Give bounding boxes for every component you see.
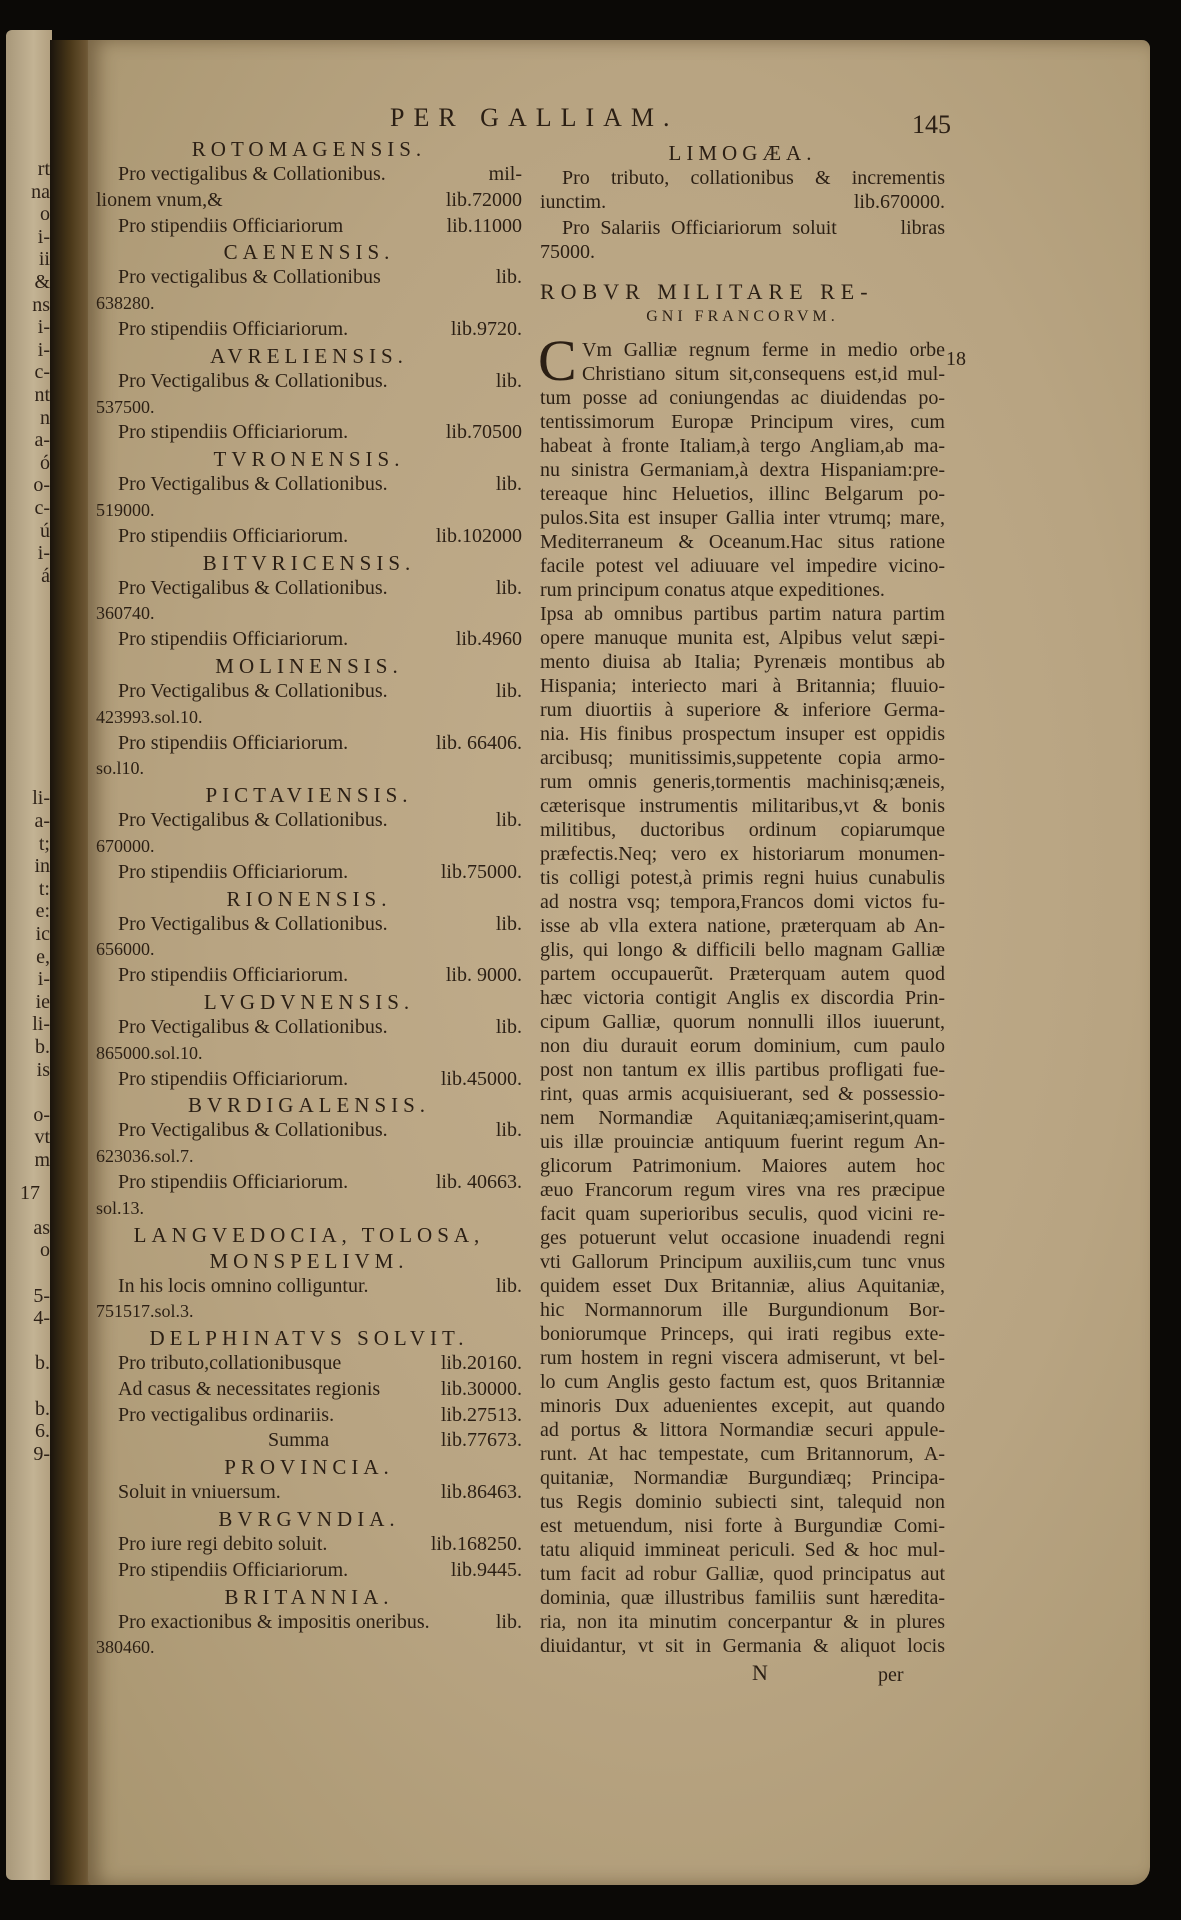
revenue-line [96, 601, 522, 627]
previous-page-text-fragment: o- [33, 474, 50, 497]
previous-page-text-fragment: i- [37, 542, 50, 565]
previous-page-text-fragment: o [40, 203, 50, 226]
line-text: 519000. [96, 499, 155, 520]
amount: lib. [495, 912, 522, 935]
revenue-line [96, 1558, 522, 1584]
previous-page-text-fragment: o [40, 1239, 50, 1262]
section-title: DELPHINATVS SOLVIT. [149, 1326, 469, 1351]
body-line: Hispania; interiecto mari à Britannia; fluuio- [540, 674, 945, 697]
revenue-line [96, 834, 522, 860]
body-line: facit quam superioribus seculis, quod vicini re- [540, 1202, 945, 1225]
previous-page-text-fragment: i- [37, 338, 50, 361]
amount: lib.4960 [455, 628, 522, 651]
line-text: iunctim. [540, 191, 607, 213]
body-line: Christiano situm sit,consequens est,id mul- [582, 362, 945, 385]
running-head: PER GALLIAM. [390, 103, 679, 132]
section-title: LVGDVNENSIS. [203, 989, 415, 1014]
revenue-line [96, 420, 522, 446]
section-title: CAENENSIS. [223, 240, 395, 265]
amount: lib. [495, 576, 522, 599]
body-line: æuo Francorum regum vires vna res præcipue [540, 1178, 945, 1201]
body-line: nia. His finibus prospectum insuper est oppidis [540, 722, 945, 745]
line-text: Pro Vectigalibus & Collationibus. [118, 369, 388, 392]
previous-page-text-fragment: c- [34, 361, 50, 384]
previous-page-text-fragment: á [41, 564, 50, 587]
body-line: Mediterraneum & Oceanum.Hac situs ratione [540, 530, 945, 553]
line-text: 670000. [96, 835, 155, 856]
amount: lib. [495, 1015, 522, 1038]
body-line: præfectis.Neq; vero ex historiarum monumen- [540, 842, 945, 865]
line-text: Pro vectigalibus & Collationibus. [118, 163, 386, 185]
amount: lib. 9000. [445, 964, 522, 987]
line-text: Pro Vectigalibus & Collationibus. [118, 1015, 388, 1038]
revenue-line [96, 937, 522, 963]
amount: lib.77673. [440, 1429, 522, 1452]
body-line: nu sinistra Germaniam,à dextra Hispaniam:pre- [540, 458, 945, 481]
amount: lib.102000 [435, 524, 522, 547]
body-line: tatu aliquid immineat periculi. Sed & hoc mul- [540, 1538, 945, 1561]
section-title: ROTOMAGENSIS. [191, 137, 427, 161]
amount: lib.30000. [440, 1377, 522, 1400]
revenue-line [96, 1351, 522, 1377]
amount: lib.27513. [440, 1403, 522, 1426]
line-text: In his locis omnino colliguntur. [118, 1274, 369, 1297]
section-title: BVRDIGALENSIS. [187, 1093, 431, 1118]
revenue-line [96, 188, 522, 214]
body-line: dominia, quæ illustribus familiis sunt hæredita- [540, 1586, 945, 1609]
previous-page-text-fragment: ó [40, 451, 50, 474]
revenue-line [96, 860, 522, 886]
section-title: PICTAVIENSIS. [205, 783, 413, 808]
previous-page-text-fragment: 5- [33, 1284, 50, 1307]
previous-page-text-fragment: li- [32, 787, 50, 810]
amount: lib.86463. [440, 1481, 522, 1504]
line-text: Pro Vectigalibus & Collationibus. [118, 809, 388, 832]
body-text [538, 327, 945, 1658]
revenue-line [96, 1532, 522, 1558]
revenue-line [96, 1610, 522, 1636]
section-title: BRITANNIA. [224, 1584, 394, 1609]
previous-page-text-fragment: b. [35, 1036, 50, 1058]
line-text: Pro stipendiis Officiariorum. [118, 421, 349, 444]
body-line: Vm Galliæ regnum ferme in medio orbe [582, 338, 945, 361]
amount: lib.45000. [440, 1067, 522, 1090]
previous-page-text-fragment: a- [34, 429, 50, 452]
line-text: Soluit in vniuersum. [118, 1481, 281, 1504]
previous-page-text-fragment: as [33, 1216, 50, 1239]
body-line: est metuendum, nisi forte à Burgundiæ Comi- [540, 1514, 945, 1537]
previous-page-edge [6, 30, 52, 1880]
body-line: glicorum Patrimonium. Maiores autem hoc [540, 1154, 945, 1177]
amount: lib. [495, 266, 522, 289]
amount: mil- [488, 163, 522, 185]
previous-page-text-fragment: na [31, 180, 50, 203]
revenue-line [96, 1170, 522, 1196]
line-text: lionem vnum,& [96, 188, 223, 211]
revenue-line [96, 265, 522, 291]
section-title-limogaea: LIMOGÆA. [668, 141, 817, 165]
amount: lib.70500 [445, 421, 522, 444]
body-line: mento diuisa ab Italia; Pyrenæis montibus ab [540, 650, 945, 673]
line-text: Pro tributo,collationibusque [118, 1352, 342, 1375]
line-text: 623036.sol.7. [96, 1146, 194, 1167]
amount: lib. [495, 809, 522, 832]
line-text: Pro stipendiis Officiariorum. [118, 1558, 349, 1581]
line-text: Pro Vectigalibus & Collationibus. [118, 912, 388, 935]
text-line: Pro tributo, collationibus & incrementis [562, 167, 945, 189]
previous-page-text-fragment: b. [35, 1352, 50, 1375]
amount: lib.670000. [853, 191, 945, 213]
body-line: rum diuortiis à superiore & inferiore Germa- [540, 698, 945, 721]
previous-page-text-fragment: t: [38, 877, 50, 900]
body-line: partem occupauerũt. Præterquam autem quod [540, 962, 945, 985]
line-text: Pro stipendiis Officiariorum. [118, 628, 349, 651]
previous-page-text-fragment: in [34, 855, 50, 878]
revenue-line [96, 808, 522, 834]
previous-page-text-fragment: 6. [35, 1420, 50, 1443]
line-text: 360740. [96, 603, 155, 624]
previous-page-text-fragment: e, [36, 945, 50, 968]
line-text: 865000.sol.10. [96, 1042, 203, 1063]
body-line: cæterisque instrumentis militaribus,vt & bonis [540, 794, 945, 817]
revenue-line [96, 524, 522, 550]
body-line: isse ab vlla extera natione, præterquam ab An- [540, 914, 945, 937]
revenue-line [96, 1635, 522, 1661]
body-line: ad nostra vsq; tempora,Francos domi victos fu- [540, 890, 945, 913]
revenue-line [96, 1428, 522, 1454]
previous-page-text-fragment: t; [38, 832, 50, 855]
line-text: 537500. [96, 396, 155, 417]
body-line: Ipsa ab omnibus partibus partim natura partim [540, 602, 945, 625]
amount: lib.20160. [440, 1352, 522, 1375]
line-text: Pro stipendiis Officiariorum. [118, 860, 349, 883]
line-text: Pro exactionibus & impositis oneribus. [118, 1610, 430, 1633]
revenue-line [96, 912, 522, 938]
amount: lib. [495, 369, 522, 392]
body-line: boniorumque Princeps, qui irati regibus exte- [540, 1322, 945, 1345]
previous-page-text-fragment: is [36, 1058, 50, 1081]
body-line: nem Normandiæ Aquitaniæq;amiserint,quam- [540, 1106, 945, 1129]
body-line: tum facit ad robur Galliæ, quod principatus aut [540, 1562, 945, 1585]
text-line: 75000. [540, 240, 595, 263]
previous-page-text-fragment: & [34, 271, 50, 293]
section-title: TVRONENSIS. [213, 447, 405, 472]
revenue-line [96, 731, 522, 757]
section-title: BITVRICENSIS. [202, 550, 416, 575]
revenue-line [96, 576, 522, 602]
body-line: hæc victoria contigit Anglis ex discordia Prin- [540, 986, 945, 1009]
body-line: rum principum conatus atque expeditiones. [540, 578, 885, 601]
right-column [540, 140, 945, 1658]
revenue-line [96, 1480, 522, 1506]
amount: lib. [495, 473, 522, 496]
body-line: pulos.Sita est insuper Gallia inter vtrumq; mare, [540, 506, 945, 529]
line-text: sol.13. [96, 1197, 145, 1218]
body-line: tus Regis dominio subiecti sint, talequid non [540, 1490, 945, 1513]
previous-page-text-fragment: m [34, 1149, 50, 1171]
body-line: ad portus & littora Normandiæ securi appule- [540, 1418, 945, 1441]
marginal-number-right: 18 [946, 348, 966, 370]
revenue-line [96, 1041, 522, 1067]
body-line: runt. At hac tempestate, cum Britannorum, A- [540, 1442, 945, 1465]
revenue-line [96, 1067, 522, 1093]
section-title: AVRELIENSIS. [210, 343, 408, 368]
body-line: militibus, ductoribus ordinum copiarumque [540, 818, 945, 841]
revenue-line [96, 1377, 522, 1403]
body-line: quitaniæ, Normandiæ Burgundiæq; Principa- [540, 1466, 945, 1489]
previous-page-text-fragment: i- [37, 316, 50, 339]
line-text: so.l10. [96, 758, 145, 779]
previous-page-text-fragment: ic [35, 923, 50, 945]
catchword: per [878, 1664, 904, 1686]
previous-page-text-fragment: i- [37, 225, 50, 248]
chapter-title: ROBVR MILITARE RE- [540, 278, 874, 304]
revenue-line [96, 1118, 522, 1144]
body-line: post non tantum ex illis partibus profligati fue- [540, 1058, 945, 1081]
marginal-number-left: 17 [20, 1182, 40, 1204]
line-text: Pro stipendiis Officiariorum. [118, 1067, 349, 1090]
revenue-line [96, 1144, 522, 1170]
revenue-line [96, 1015, 522, 1041]
line-text: Pro stipendiis Officiariorum. [118, 731, 349, 754]
revenue-line [96, 705, 522, 731]
line-text: Pro stipendiis Officiariorum. [118, 317, 349, 340]
signature-mark: N [752, 1660, 768, 1685]
previous-page-text-fragment: 4- [33, 1307, 50, 1330]
previous-page-text-fragment: rt [37, 158, 50, 180]
line-text: 380460. [96, 1637, 155, 1658]
line-text: Pro stipendiis Officiariorum. [118, 964, 349, 987]
previous-page-text-fragment: vt [34, 1126, 50, 1149]
revenue-line [96, 498, 522, 524]
previous-page-text-fragment: b. [35, 1397, 50, 1420]
line-text: Pro Vectigalibus & Collationibus. [118, 473, 388, 496]
body-line: hic Normannorum ille Burgundionum Bor- [540, 1298, 945, 1321]
previous-page-text-fragment: li- [32, 1013, 50, 1036]
amount: lib. [495, 679, 522, 702]
previous-page-text-fragment: a- [34, 810, 50, 832]
line-text: Pro Vectigalibus & Collationibus. [118, 1119, 388, 1142]
amount: lib. 66406. [435, 731, 522, 754]
amount: lib.9445. [450, 1558, 522, 1581]
revenue-line [96, 317, 522, 343]
body-line: rint, quas armis acquisiuerant, sed & possessio- [540, 1082, 945, 1105]
line-text: Pro stipendiis Officiariorum. [118, 524, 349, 547]
revenue-line [96, 1274, 522, 1300]
revenue-line [96, 679, 522, 705]
drop-cap: C [538, 327, 577, 393]
body-line: tereaque hinc Heluetios, illinc Belgarum po- [540, 482, 945, 505]
body-line: ria, non ita minutim concerpantur & in plures [540, 1610, 945, 1633]
amount: lib. [495, 1119, 522, 1142]
revenue-line [96, 963, 522, 989]
section-title: BVRGVNDIA. [218, 1507, 400, 1532]
body-line: rum hostem in regni viscera admiserunt, vt bel- [540, 1346, 945, 1369]
body-line: glis, qui longo & difficili bello magnam Galliæ [540, 938, 945, 961]
line-text: Ad casus & necessitates regionis [118, 1377, 381, 1400]
revenue-line [96, 369, 522, 395]
line-text: Pro Vectigalibus & Collationibus. [118, 576, 388, 599]
revenue-line [96, 395, 522, 421]
previous-page-text-fragment: ie [35, 990, 50, 1013]
previous-page-text-fragment: ú [40, 519, 50, 542]
left-column-revenue-list [96, 136, 522, 1661]
body-line: tis colligi potest,à primis regni huius cunabulis [540, 866, 945, 889]
line-text: Pro iure regi debito soluit. [118, 1533, 328, 1556]
line-text: 751517.sol.3. [96, 1301, 194, 1322]
body-line: ges potuerunt velut occasione inuadendi regni [540, 1226, 945, 1249]
body-line: uis illæ prouinciæ antiquum fuerint regum An- [540, 1130, 945, 1153]
line-text: Pro stipendiis Officiariorum. [118, 1170, 349, 1193]
line-text: Pro vectigalibus & Collationibus [118, 266, 381, 289]
amount: lib. [495, 1274, 522, 1297]
page-number: 145 [912, 110, 951, 139]
previous-page-text-fragment: nt [34, 384, 50, 406]
body-line: opere manuque munita est, Alpibus velut sæpi- [540, 626, 945, 649]
body-line: tentissimorum Europæ Principum vires, cum [540, 410, 945, 433]
line-text: Summa [268, 1429, 330, 1452]
amount: lib. 40663. [435, 1170, 522, 1193]
body-line: vti Gallorum Principum auxiliis,cum tunc vnus [540, 1250, 945, 1273]
section-title: MONSPELIVM. [209, 1248, 409, 1273]
previous-page-text-fragment: ii [38, 248, 50, 271]
line-text: 656000. [96, 939, 155, 960]
amount: lib.168250. [430, 1533, 522, 1556]
text-line: Pro Salariis Officiariorum soluit libras [562, 216, 945, 239]
line-text: Pro vectigalibus ordinariis. [118, 1403, 335, 1426]
body-line: lo cum Anglis gesto factum est, quos Britanniæ [540, 1370, 945, 1393]
body-line: tum posse ad coniungendas ac diuidendas po- [540, 386, 945, 409]
previous-page-text-fragment: e: [35, 900, 50, 923]
revenue-line [96, 291, 522, 317]
previous-page-text-fragment: i- [37, 968, 50, 991]
body-line: minoris Dux aduenientes excepit, aut quando [540, 1394, 945, 1417]
line-text: 423993.sol.10. [96, 706, 203, 727]
revenue-line [96, 756, 522, 782]
section-title: RIONENSIS. [226, 886, 392, 911]
revenue-line [96, 1299, 522, 1325]
body-line: diuidantur, vt sit in Germania & aliquot locis [540, 1634, 945, 1657]
section-title: MOLINENSIS. [215, 653, 403, 678]
revenue-line [96, 214, 522, 240]
amount: lib.11000 [446, 214, 522, 237]
line-text: Pro Vectigalibus & Collationibus. [118, 679, 388, 702]
revenue-line [96, 162, 522, 188]
line-text: 638280. [96, 293, 155, 314]
chapter-subtitle: GNI FRANCORVM. [646, 307, 839, 325]
text-line [540, 190, 945, 216]
section-title: PROVINCIA. [224, 1455, 394, 1480]
amount: lib. [495, 1610, 522, 1633]
section-title: LANGVEDOCIA, TOLOSA, [133, 1222, 485, 1247]
body-line: cipum Galliæ, quorum nonnulli illos iuuerunt, [540, 1010, 945, 1033]
amount: lib.9720. [450, 317, 522, 340]
previous-page-text-fragment: o- [33, 1103, 50, 1126]
body-line: arcibusq; munitissimis,suppetente copia armo- [540, 746, 945, 769]
previous-page-text-fragment: c- [34, 497, 50, 519]
body-line: facile potest vel adiuuare vel impedire vicino- [540, 554, 945, 577]
body-line: quidem esset Dux Britanniæ, alius Aquitaniæ, [540, 1274, 945, 1297]
revenue-line [96, 627, 522, 653]
amount: lib.75000. [440, 860, 522, 883]
body-line: rum omnis generis,tormentis machinisq;æneis, [540, 770, 945, 793]
line-text: Pro stipendiis Officiariorum [118, 214, 344, 237]
amount: lib.72000 [445, 188, 522, 211]
body-line: habeat à fronte Italiam,à tergo Angliam,ab ma- [540, 434, 945, 457]
previous-page-text-fragment: n [40, 406, 50, 429]
previous-page-text-fragment: ns [32, 293, 50, 316]
revenue-line [96, 1196, 522, 1222]
revenue-line [96, 472, 522, 498]
body-line: non diu durauit eorum dominium, cum paulo [540, 1034, 945, 1057]
revenue-line [96, 1403, 522, 1429]
previous-page-text-fragment: 9- [33, 1442, 50, 1465]
